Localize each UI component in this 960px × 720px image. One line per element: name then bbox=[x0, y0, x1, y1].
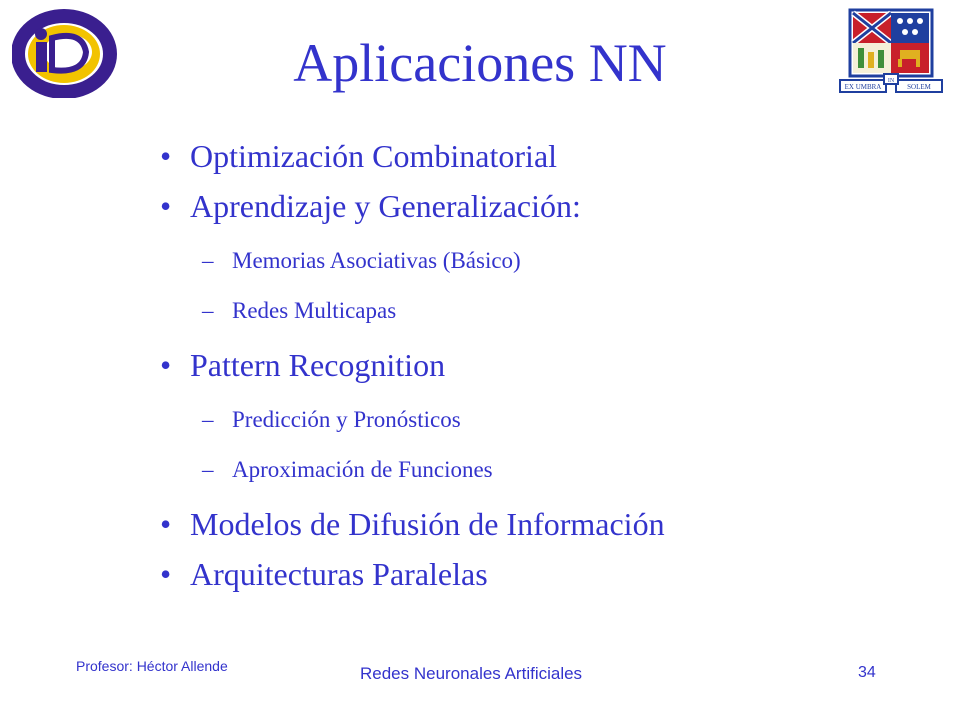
dash-symbol: – bbox=[202, 457, 214, 482]
sub-bullet-text: Predicción y Pronósticos bbox=[232, 407, 461, 432]
bullet-symbol: • bbox=[160, 138, 172, 174]
bullet-text: Arquitecturas Paralelas bbox=[190, 556, 488, 592]
dash-symbol: – bbox=[202, 298, 214, 323]
bullet-list bbox=[160, 140, 920, 590]
bullet-symbol: • bbox=[160, 506, 172, 542]
page-number: 34 bbox=[858, 664, 876, 681]
bullet-item bbox=[160, 349, 920, 381]
sub-bullet-item bbox=[160, 458, 920, 481]
bullet-item bbox=[160, 508, 920, 540]
dash-symbol: – bbox=[202, 407, 214, 432]
crest-motto-left: EX UMBRA bbox=[844, 83, 882, 91]
sub-bullet-text: Redes Multicapas bbox=[232, 298, 397, 323]
footer-course: Redes Neuronales Artificiales bbox=[360, 664, 583, 683]
slide-title: Aplicaciones NN bbox=[293, 33, 667, 93]
bullet-symbol: • bbox=[160, 556, 172, 592]
bullet-item bbox=[160, 190, 920, 222]
bullet-symbol: • bbox=[160, 347, 172, 383]
bullet-item bbox=[160, 558, 920, 590]
bullet-symbol: • bbox=[160, 188, 172, 224]
sub-bullet-text: Aproximación de Funciones bbox=[232, 457, 493, 482]
sub-bullet-item bbox=[160, 299, 920, 322]
bullet-text: Optimización Combinatorial bbox=[190, 138, 558, 174]
bullet-text: Aprendizaje y Generalización: bbox=[190, 188, 581, 224]
sub-bullet-item bbox=[160, 408, 920, 431]
crest-motto-right: SOLEM bbox=[907, 83, 931, 91]
crest-motto-mid: IN bbox=[887, 78, 895, 84]
sub-bullet-text: Memorias Asociativas (Básico) bbox=[232, 248, 521, 273]
bullet-text: Pattern Recognition bbox=[190, 347, 446, 383]
bullet-text: Modelos de Difusión de Información bbox=[190, 506, 665, 542]
bullet-item bbox=[160, 140, 920, 172]
footer-author: Profesor: Héctor Allende bbox=[76, 658, 228, 674]
dash-symbol: – bbox=[202, 248, 214, 273]
sub-bullet-item bbox=[160, 249, 920, 272]
